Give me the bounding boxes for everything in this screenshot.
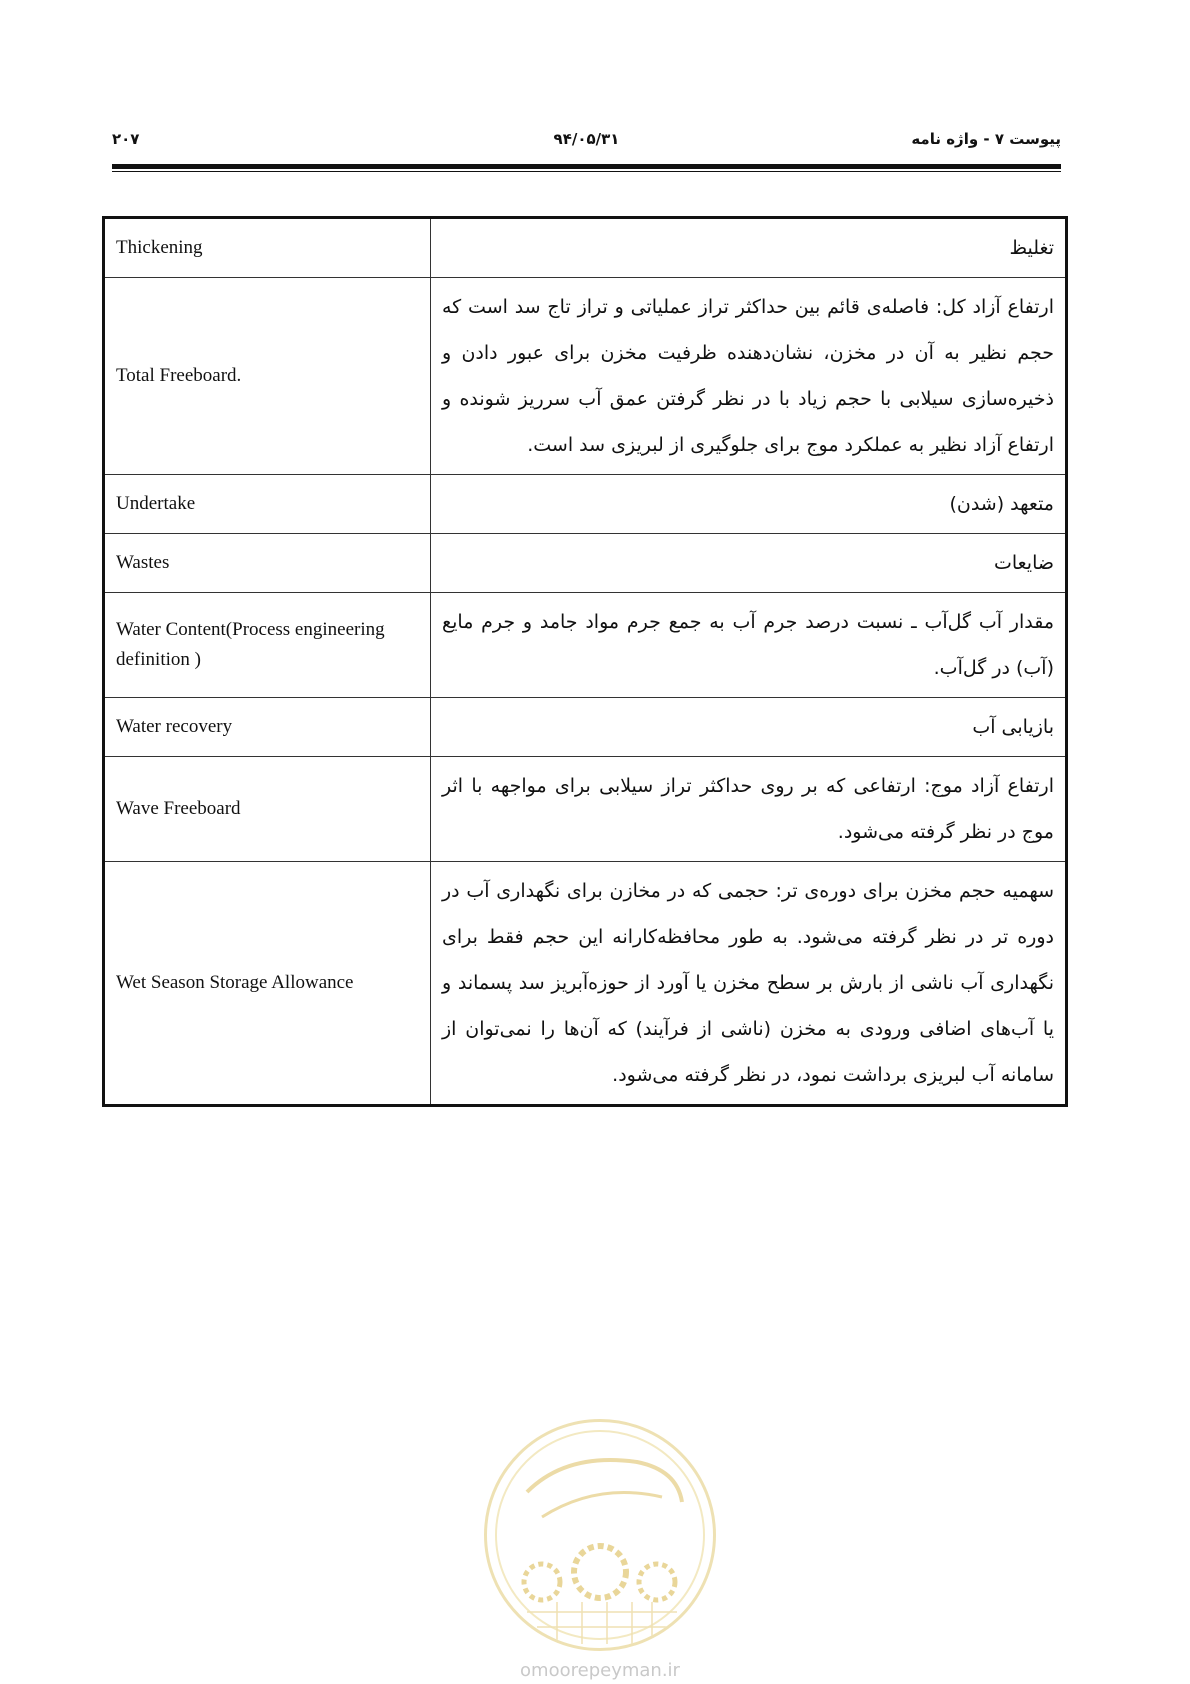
definition-cell: مقدار آب گل‌آب ـ نسبت درصد جرم آب به جمع جرم مواد جامد و جرم مایع (آب) در گل‌آب.: [431, 593, 1067, 698]
term-cell: Wave Freeboard: [104, 757, 431, 862]
definition-cell: ارتفاع آزاد موج: ارتفاعی که بر روی حداکثر تراز سیلابی برای مواجهه با اثر موج در نظر گرفته می‌شود.: [431, 757, 1067, 862]
definition-cell: بازیابی آب: [431, 698, 1067, 757]
logo-emblem-icon: [487, 1422, 713, 1648]
definition-cell: ضایعات: [431, 534, 1067, 593]
table-row: [104, 593, 1067, 698]
term-cell: Total Freeboard.: [104, 278, 431, 475]
glossary-table: [102, 216, 1068, 1107]
term-cell: Wastes: [104, 534, 431, 593]
definition-cell: متعهد (شدن): [431, 475, 1067, 534]
table-row: [104, 757, 1067, 862]
term-cell: Thickening: [104, 218, 431, 278]
term-cell: Water recovery: [104, 698, 431, 757]
watermark-url: omoorepeyman.ir: [520, 1660, 680, 1681]
table-row: [104, 862, 1067, 1106]
definition-cell: تغلیظ: [431, 218, 1067, 278]
definition-cell: ارتفاع آزاد کل: فاصله‌ی قائم بین حداکثر تراز عملیاتی و تراز تاج سد است که حجم نظیر به آن در مخزن، نشان‌دهنده ظرفیت مخزن برای عبور دادن و ذخیره‌سازی سیلابی با حجم زیاد با در نظر گرفتن عمق آب سرریز شونده و ارتفاع آزاد نظیر به عملکرد موج برای جلوگیری از لبریزی سد است.: [431, 278, 1067, 475]
table-row: [104, 278, 1067, 475]
definition-cell: سهمیه حجم مخزن برای دوره‌ی تر: حجمی که در مخازن برای نگهداری آب در دوره تر در نظر گرفته می‌شود. به طور محافظه‌کارانه این حجم فقط برای نگهداری آب ناشی از بارش بر سطح مخزن یا آورد از حوزه‌آبریز سد پسماند و یا آب‌های اضافی ورودی به مخزن (ناشی از فرآیند) که آن‌ها را نمی‌توان از سامانه آب لبریزی برداشت نمود، در نظر گرفته می‌شود.: [431, 862, 1067, 1106]
header-rule-thick: [112, 164, 1061, 169]
table-row: [104, 534, 1067, 593]
page-header: [112, 130, 1061, 154]
term-cell: Undertake: [104, 475, 431, 534]
term-cell: Water Content(Process engineering definition ): [104, 593, 431, 698]
section-title: پیوست ۷ - واژه نامه: [911, 130, 1061, 148]
table-row: [104, 698, 1067, 757]
header-rule-thin: [112, 171, 1061, 172]
table-row: [104, 218, 1067, 278]
watermark-logo: [484, 1419, 716, 1651]
document-date: ۹۴/۰۵/۳۱: [553, 130, 620, 148]
page-number: ۲۰۷: [112, 130, 140, 148]
term-cell: Wet Season Storage Allowance: [104, 862, 431, 1106]
table-row: [104, 475, 1067, 534]
